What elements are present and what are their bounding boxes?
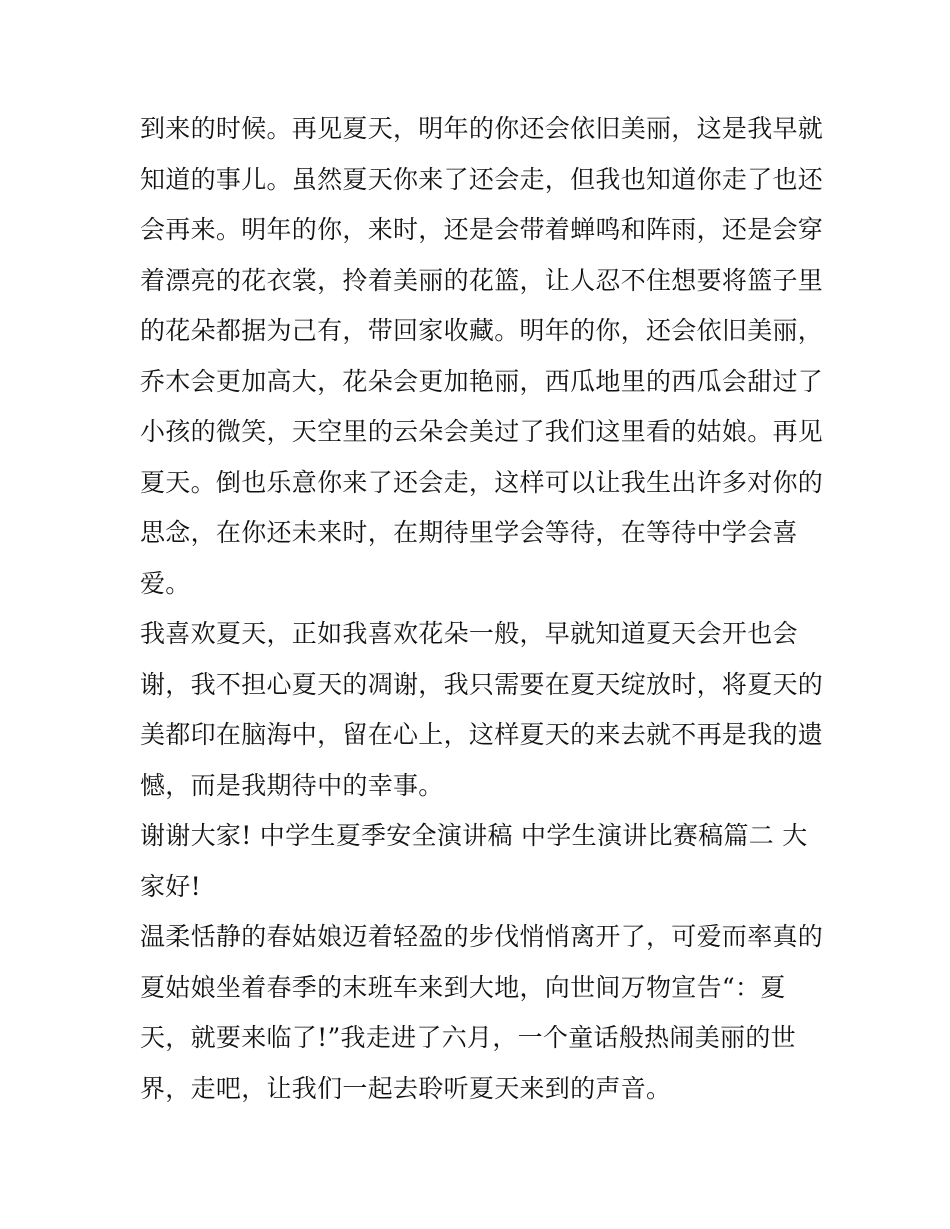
text-line: 到来的时候。再见夏天，明年的你还会依旧美丽，这是我早就 (140, 114, 824, 143)
text-line: 界，走吧，让我们一起去聆听夏天来到的声音。 (140, 1073, 672, 1103)
text-line: 温柔恬静的春姑娘迈着轻盈的步伐悄悄离开了，可爱而率真的 (140, 922, 824, 951)
text-line: 知道的事儿。虽然夏天你来了还会走，但我也知道你走了也还 (140, 164, 824, 194)
text-line: 小孩的微笑，天空里的云朵会美过了我们这里看的姑娘。再见 (140, 417, 824, 446)
text-line: 憾，而是我期待中的幸事。 (140, 770, 444, 800)
text-line: 爱。 (140, 568, 191, 598)
text-line: 美都印在脑海中，留在心上，这样夏天的来去就不再是我的遗 (140, 720, 824, 749)
text-line: 会再来。明年的你，来时，还是会带着蝉鸣和阵雨，还是会穿 (140, 215, 824, 244)
text-line: 谢，我不担心夏天的凋谢，我只需要在夏天绽放时，将夏天的 (140, 669, 824, 699)
text-line: 着漂亮的花衣裳，拎着美丽的花篮，让人忍不住想要将篮子里 (140, 265, 824, 295)
text-line: 乔木会更加高大，花朵会更加艳丽，西瓜地里的西瓜会甜过了 (140, 366, 824, 396)
text-line: 思念，在你还未来时，在期待里学会等待，在等待中学会喜 (140, 518, 798, 547)
text-line: 我喜欢夏天，正如我喜欢花朵一般，早就知道夏天会开也会 (140, 619, 798, 648)
text-line: 夏天。倒也乐意你来了还会走，这样可以让我生出许多对你的 (140, 467, 824, 497)
body-text (140, 104, 824, 1114)
text-line: 天，就要来临了!”我走进了六月，一个童话般热闹美丽的世 (140, 1023, 796, 1052)
text-line: 谢谢大家! 中学生夏季安全演讲稿 中学生演讲比赛稿篇二 大 (140, 821, 808, 850)
text-line: 夏姑娘坐着春季的末班车来到大地，向世间万物宣告“：夏 (140, 972, 786, 1002)
text-line: 家好! (140, 871, 201, 901)
text-line: 的花朵都据为己有，带回家收藏。明年的你，还会依旧美丽， (140, 316, 824, 345)
